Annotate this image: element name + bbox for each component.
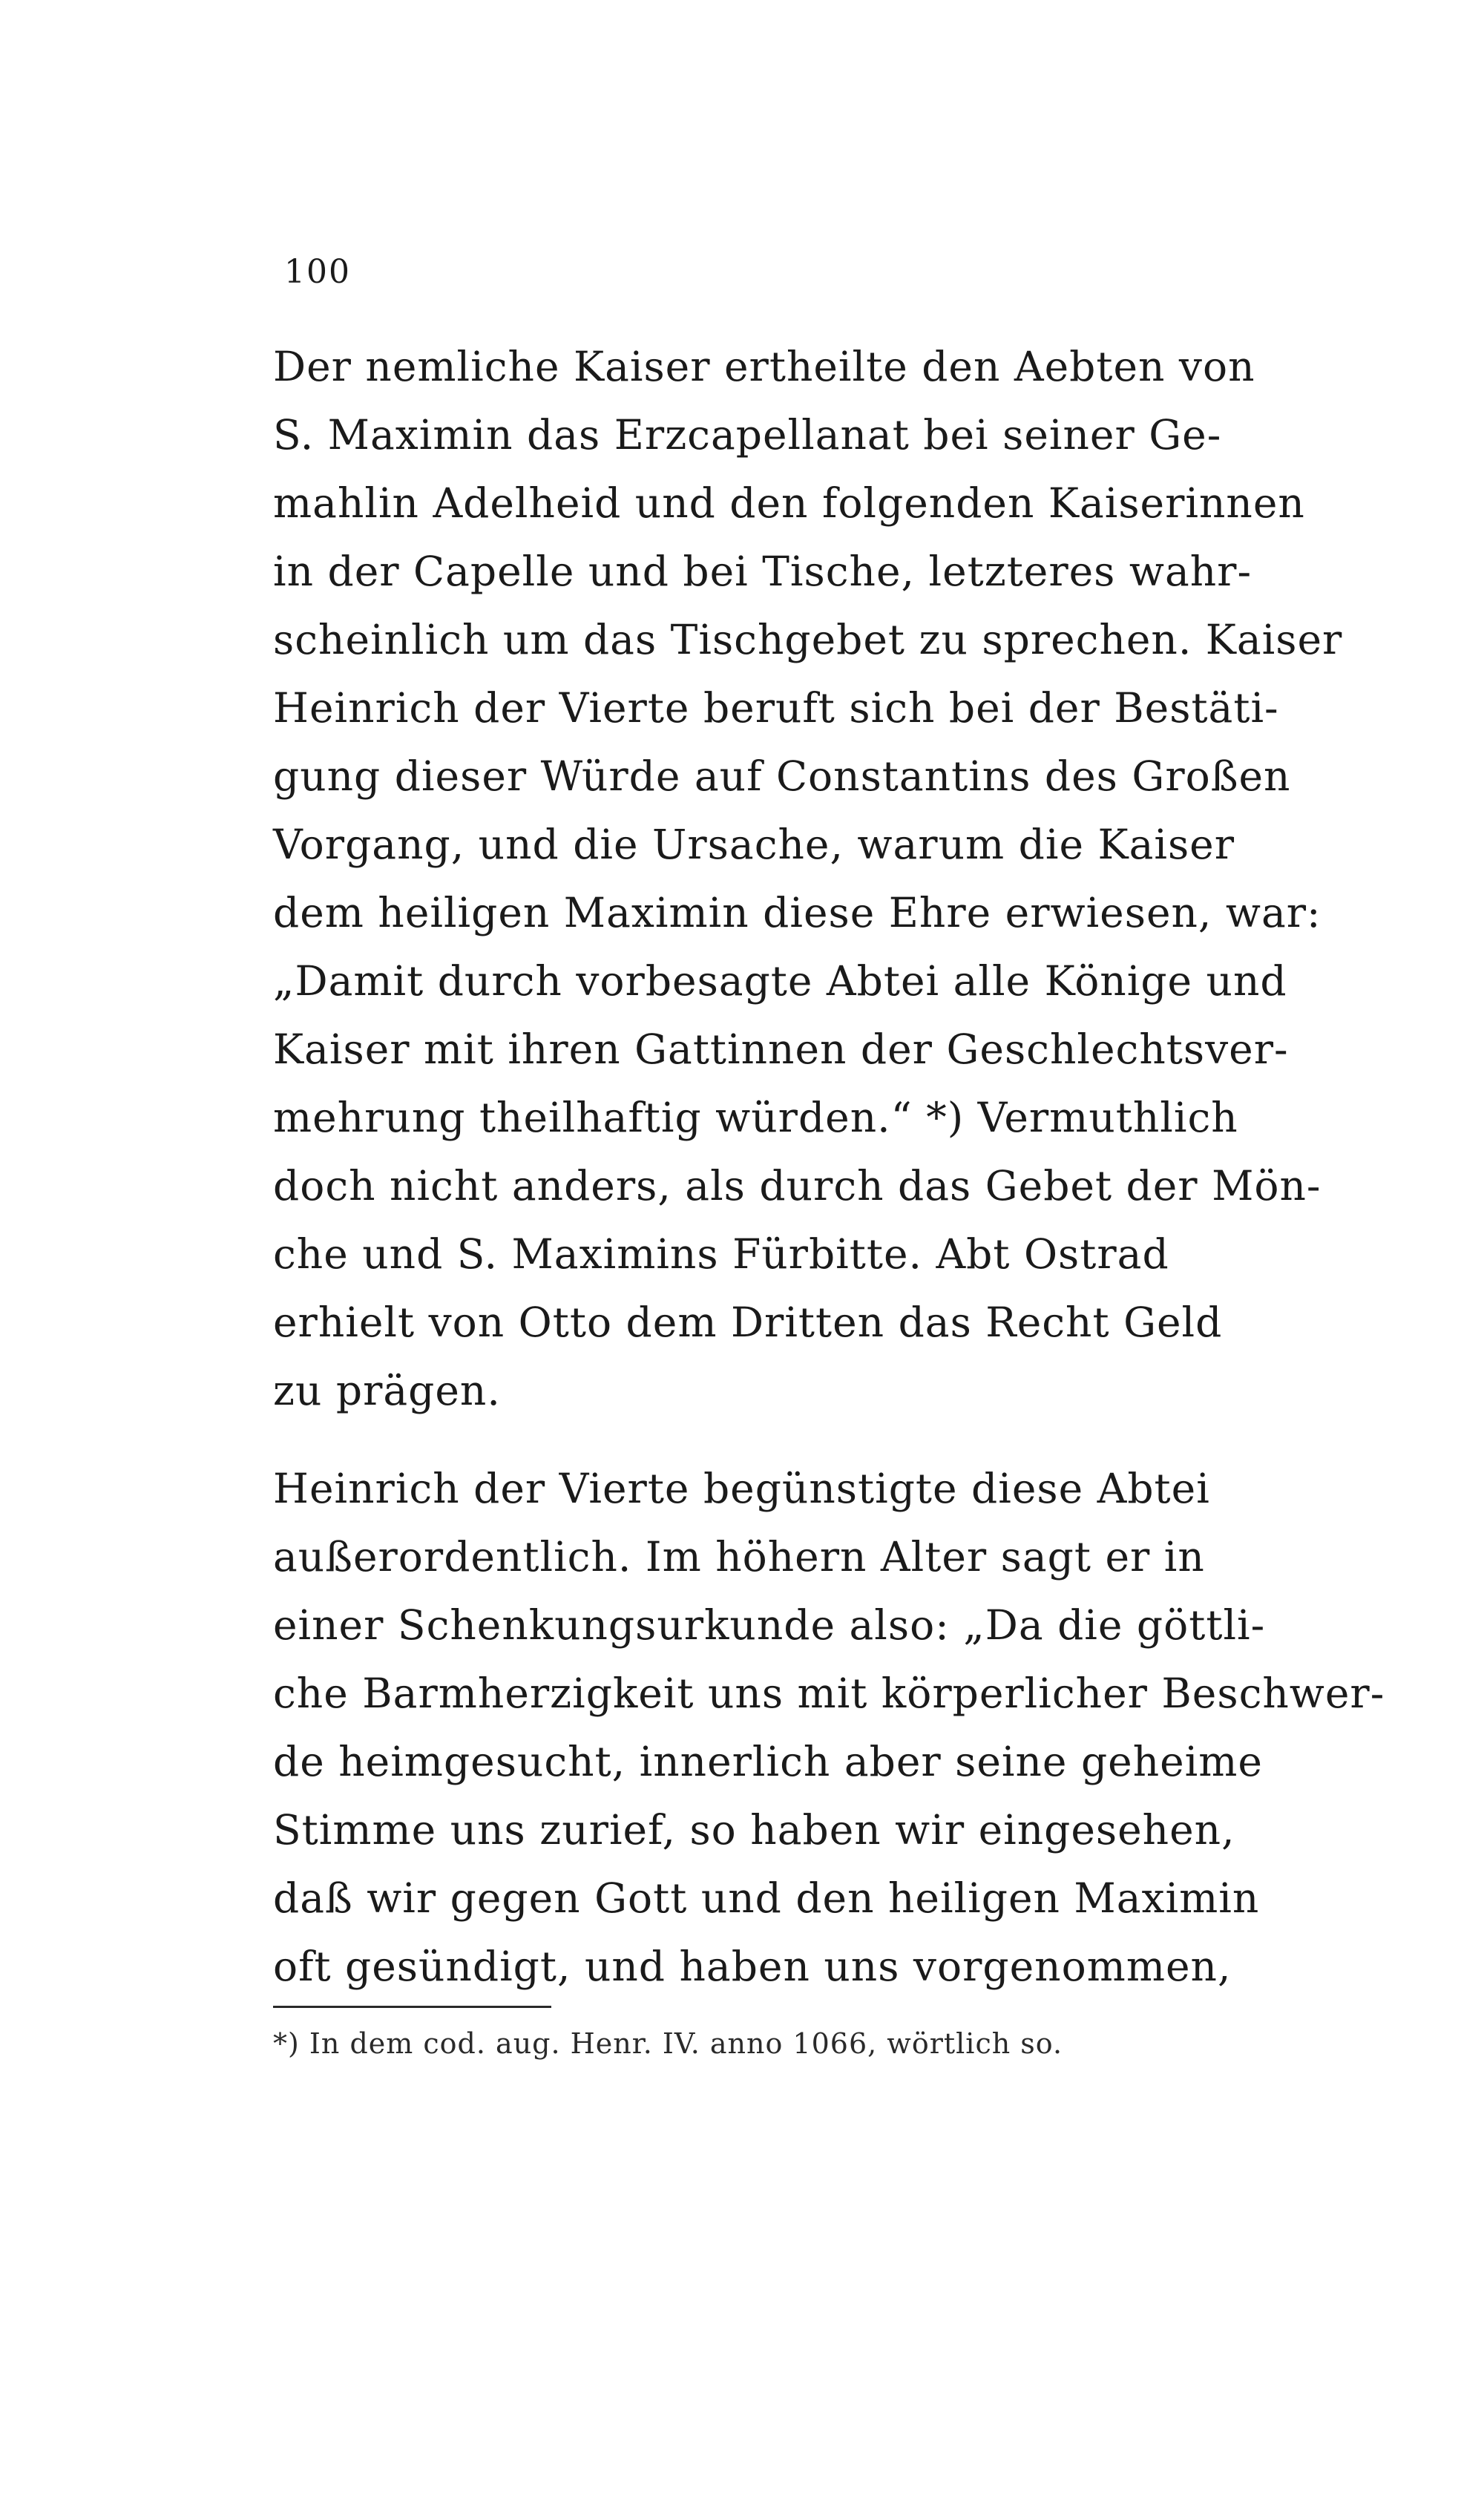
paragraph-gap bbox=[273, 1425, 1230, 1454]
main-text bbox=[273, 332, 1385, 2001]
text-line: zu prägen. bbox=[273, 1367, 501, 1414]
text-line: mehrung theilhaftig würden.“ *) Vermuthlich bbox=[273, 1094, 1238, 1141]
text-line: che und S. Maximins Fürbitte. Abt Ostrad bbox=[273, 1230, 1169, 1278]
text-line: daß wir gegen Gott und den heiligen Maximin bbox=[273, 1874, 1260, 1922]
text-line: Heinrich der Vierte beruft sich bei der Bestäti- bbox=[273, 684, 1279, 732]
text-line: mahlin Adelheid und den folgenden Kaiserinnen bbox=[273, 479, 1305, 527]
text-line: S. Maximin das Erzcapellanat bei seiner Ge- bbox=[273, 411, 1222, 459]
text-line: scheinlich um das Tischgebet zu sprechen. Kaiser bbox=[273, 616, 1343, 663]
text-line: de heimgesucht, innerlich aber seine geheime bbox=[273, 1738, 1263, 1785]
text-line: in der Capelle und bei Tische, letzteres wahr- bbox=[273, 548, 1252, 595]
text-line: Heinrich der Vierte begünstigte diese Abtei bbox=[273, 1465, 1210, 1512]
text-line: erhielt von Otto dem Dritten das Recht Geld bbox=[273, 1299, 1223, 1346]
text-line: dem heiligen Maximin diese Ehre erwiesen, war: bbox=[273, 889, 1322, 936]
text-line: che Barmherzigkeit uns mit körperlicher Beschwer- bbox=[273, 1670, 1385, 1717]
text-line: außerordentlich. Im höhern Alter sagt er in bbox=[273, 1533, 1205, 1581]
text-line: gung dieser Würde auf Constantins des Großen bbox=[273, 752, 1291, 800]
text-line: Stimme uns zurief, so haben wir eingesehen, bbox=[273, 1806, 1235, 1854]
text-line: oft gesündigt, und haben uns vorgenommen, bbox=[273, 1943, 1232, 1990]
page-number: 100 bbox=[284, 253, 351, 291]
text-line: „Damit durch vorbesagte Abtei alle Könige und bbox=[273, 957, 1287, 1005]
footnote: *) In dem cod. aug. Henr. IV. anno 1066, wörtlich so. bbox=[273, 2027, 1063, 2060]
text-line: einer Schenkungsurkunde also: „Da die göttli- bbox=[273, 1601, 1266, 1649]
text-line: doch nicht anders, als durch das Gebet der Mön- bbox=[273, 1162, 1322, 1210]
text-line: Der nemliche Kaiser ertheilte den Aebten von bbox=[273, 343, 1255, 390]
footnote-divider bbox=[273, 2006, 551, 2008]
text-line: Kaiser mit ihren Gattinnen der Geschlechtsver- bbox=[273, 1025, 1289, 1073]
text-line: Vorgang, und die Ursache, warum die Kaiser bbox=[273, 821, 1235, 868]
